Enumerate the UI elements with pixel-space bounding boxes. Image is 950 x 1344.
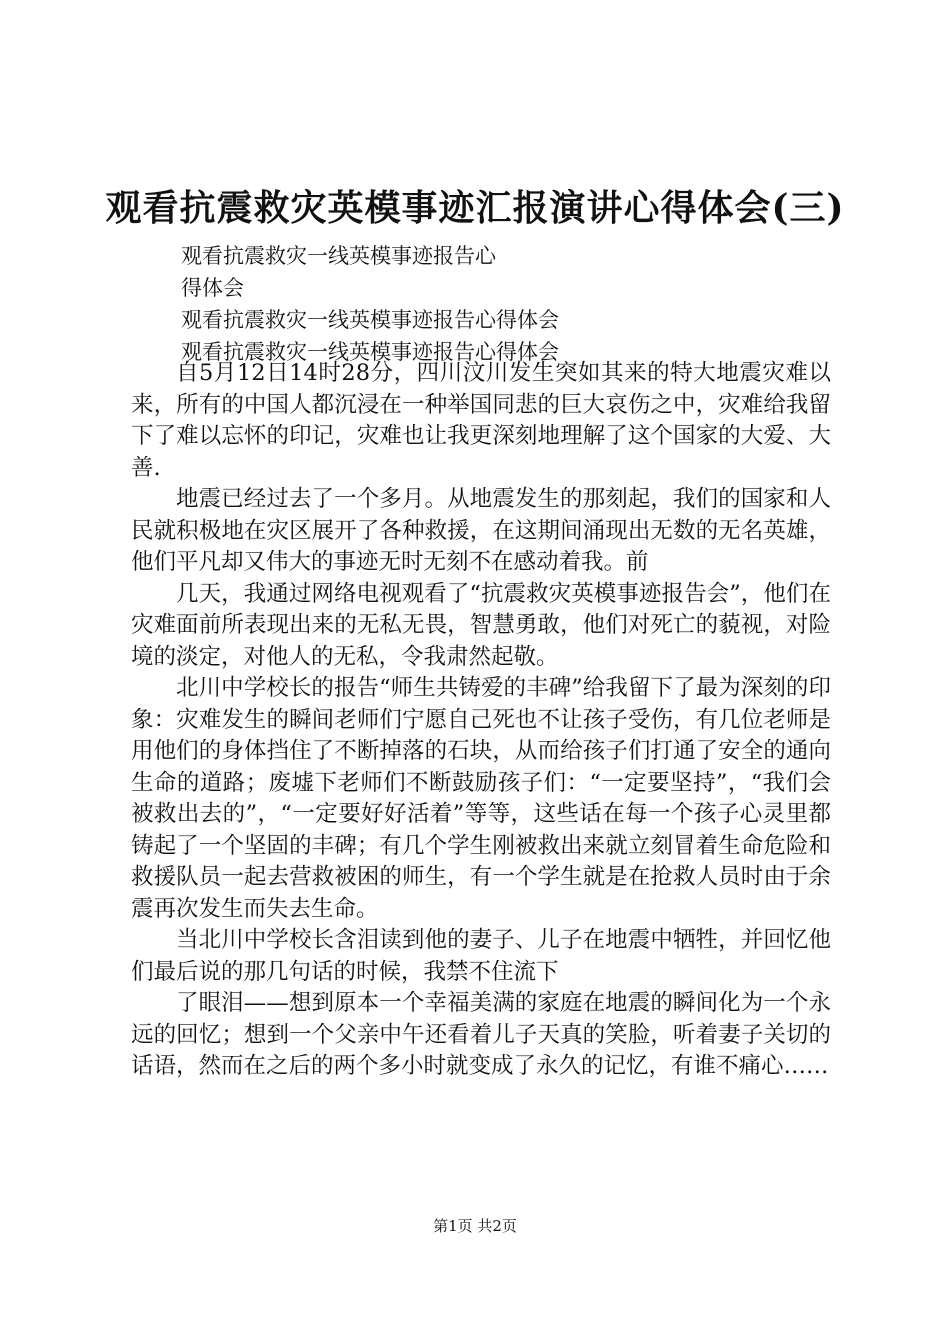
- body-text: [131, 358, 831, 1083]
- paragraph: 当北川中学校长含泪读到他的妻子、儿子在地震中牺牲，并回忆他们最后说的那几句话的时候，我禁不住流下: [131, 927, 831, 985]
- paragraph: 自5月12日14时28分，四川汶川发生突如其来的特大地震灾难以来，所有的中国人都沉浸在一种举国同悲的巨大哀伤之中，灾难给我留下了难以忘怀的印记，灾难也让我更深刻地理解了这个国家的大爱、大善.: [131, 360, 831, 481]
- subtitle-line: 观看抗震救灾一线英模事迹报告心: [181, 244, 496, 268]
- subtitle-line: 观看抗震救灾一线英模事迹报告心得体会: [181, 308, 559, 332]
- paragraph: 了眼泪——想到原本一个幸福美满的家庭在地震的瞬间化为一个永远的回忆；想到一个父亲中午还看着儿子天真的笑脸，听着妻子关切的话语，然而在之后的两个多小时就变成了永久的记忆，有谁不痛心……: [131, 990, 831, 1079]
- subtitle-line: 观看抗震救灾一线英模事迹报告心得体会: [181, 340, 559, 364]
- subtitle-block: [181, 240, 559, 368]
- page-footer: 第1页 共2页: [433, 1217, 517, 1235]
- subtitle-line: 得体会: [181, 276, 244, 300]
- paragraph: 地震已经过去了一个多月。从地震发生的那刻起，我们的国家和人民就积极地在灾区展开了各种救援，在这期间涌现出无数的无名英雄，他们平凡却又伟大的事迹无时无刻不在感动着我。前: [131, 486, 831, 575]
- document-title: 观看抗震救灾英模事迹汇报演讲心得体会(三): [105, 187, 845, 229]
- paragraph: 几天，我通过网络电视观看了“抗震救灾英模事迹报告会”，他们在灾难面前所表现出来的无私无畏，智慧勇敢，他们对死亡的藐视，对险境的淡定，对他人的无私，令我肃然起敬。: [131, 580, 831, 670]
- paragraph: 北川中学校长的报告“师生共铸爱的丰碑”给我留下了最为深刻的印象：灾难发生的瞬间老师们宁愿自己死也不让孩子受伤，有几位老师是用他们的身体挡住了不断掉落的石块，从而给孩子们打通了安全的通向生命的道路；废墟下老师们不断鼓励孩子们：“一定要坚持”，“我们会被救出去的”，“一定要好好活着”等等，这些话在每一个孩子心灵里都铸起了一个坚固的丰碑；有几个学生刚被救出来就立刻冒着生命危险和救援队员一起去营救被困的师生，有一个学生就是在抢救人员时由于余震再次发生而失去生命。: [131, 675, 831, 922]
